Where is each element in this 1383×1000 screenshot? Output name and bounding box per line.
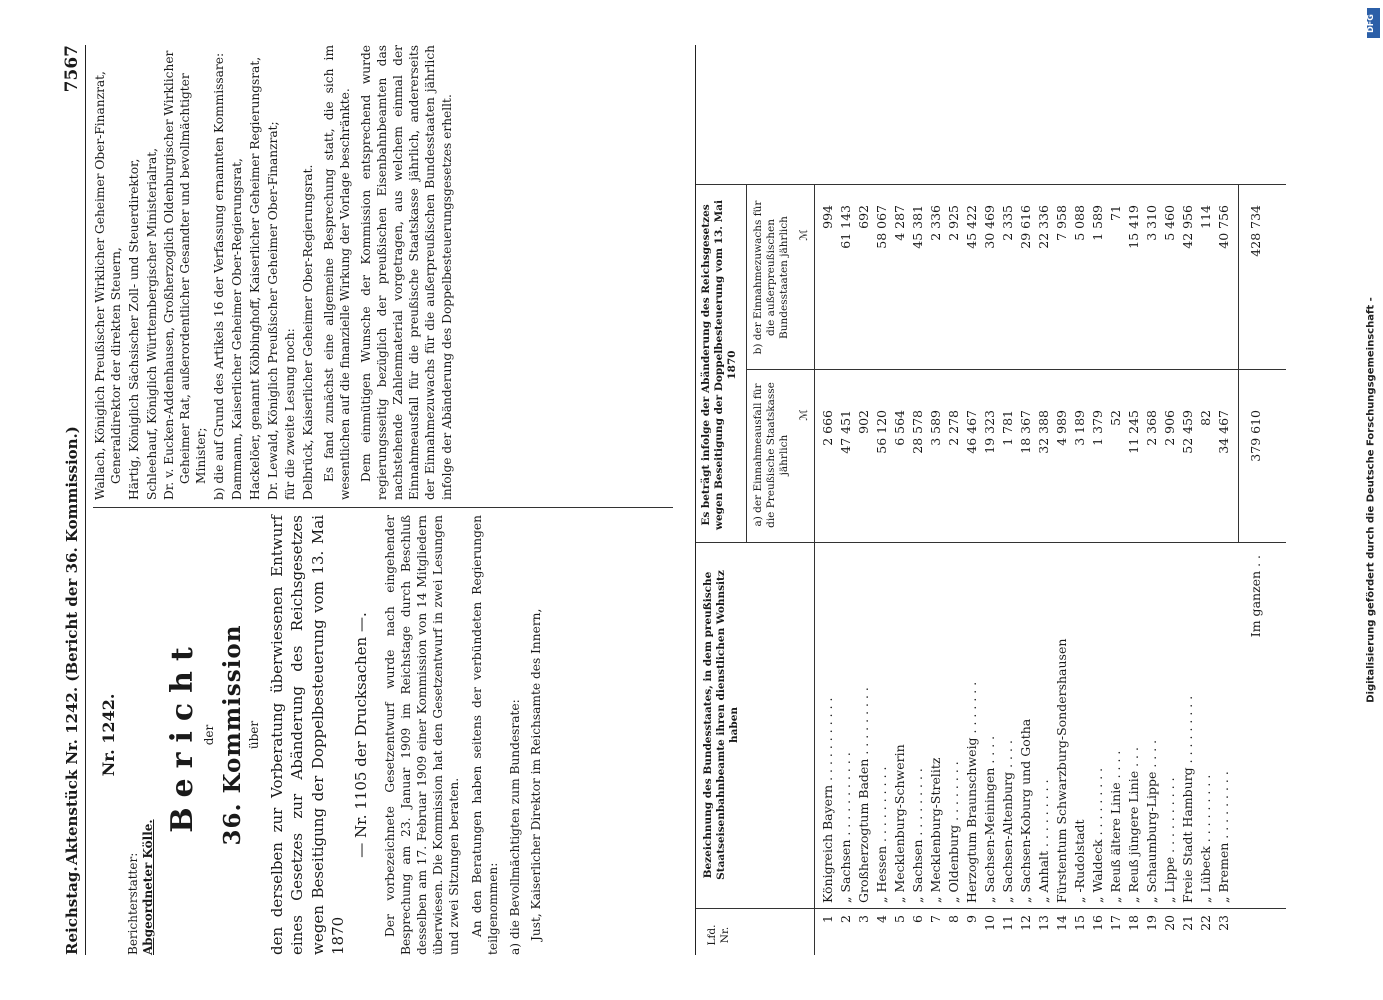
commissioner-item: Dammann, Kaiserlicher Geheimer Ober-Regierungsrat, xyxy=(229,158,244,500)
header-center: Aktenstück Nr. 1242. (Bericht der 36. Kommission.) xyxy=(63,426,81,865)
member-item: Härtig, Königlich Sächsischer Zoll- und Steuerdirektor, xyxy=(126,158,141,500)
table-row: 7 „ Mecklenburg-Strelitz 3 589 2 336 xyxy=(928,205,943,923)
table-row: 16 „ Waldeck . . . . . . . . . 1 379 1 589 xyxy=(1090,205,1105,931)
table-row: 3 Großherzogtum Baden . . . . . . . . . 902 692 xyxy=(856,205,871,923)
unit-a: ℳ xyxy=(798,409,810,421)
column-header-nr: Lfd. Nr. xyxy=(706,924,732,946)
table-row: 1 Königreich Bayern . . . . . . . . . . . 2 666 994 xyxy=(820,205,835,923)
table-row: 19 „ Schaumburg-Lippe . . . . 2 368 3 310 xyxy=(1144,205,1159,931)
column-header-b: b) der Einnahmezuwachs für die außerpreußischen Bundesstaaten jährlich xyxy=(752,200,791,355)
dfg-logo: DFG xyxy=(1367,8,1380,38)
unit-b: ℳ xyxy=(798,229,810,241)
right-column xyxy=(93,45,693,500)
report-title: Bericht xyxy=(164,637,200,833)
paragraph-1: Der vorbezeichnete Gesetzentwurf wurde nach eingehender Besprechung am 23. Januar 1909 im Reichstage durch Beschluß desselben am 17. Februar 1909 einer Kommission von 14 Mitgliedern überwiesen. Die Kommission hat den Gesetzentwurf in zwei Lesungen und zwei Sitzungen beraten. xyxy=(382,515,462,955)
report-subject: den derselben zur Vorberatung überwiesenen Entwurf eines Gesetzes zur Abänderung des Reichsgesetzes wegen Beseitigung der Doppelbesteuerung vom 13. Mai 1870 xyxy=(268,515,347,955)
table-row: 6 „ Sachsen . . . . . . . . . 28 578 45 381 xyxy=(910,205,925,923)
member-item: Schleehauf, Königlich Württembergischer Ministerialrat, xyxy=(144,147,159,500)
table-total-row xyxy=(1248,45,1266,955)
column-divider xyxy=(93,507,673,508)
table-row: 20 „ Lippe . . . . . . . . . . 2 906 5 460 xyxy=(1162,205,1177,931)
member-just: Just, Kaiserlicher Direktor im Reichsamte des Innern, xyxy=(529,608,544,941)
member-item: Wallach, Königlich Preußischer Wirklicher Geheimer Ober-Finanzrat, Generaldirektor der direkten Steuern, xyxy=(93,71,123,500)
table-row: 2 „ Sachsen . . . . . . . . . . . 47 451 61 143 xyxy=(838,205,853,923)
table-row: 10 „ Sachsen-Meiningen . . . . 19 323 30 469 xyxy=(982,205,997,931)
page-number: 7567 xyxy=(62,45,82,93)
commission-title: 36. Kommission xyxy=(218,624,246,846)
table-row: 17 „ Reuß ältere Linie . . . . 52 71 xyxy=(1108,205,1123,931)
table-row: 11 „ Sachsen-Altenburg . . . . 1 781 2 335 xyxy=(1000,205,1015,931)
reporter-block xyxy=(126,515,157,955)
table-row: 18 „ Reuß jüngere Linie . . . 11 245 15 419 xyxy=(1126,205,1141,931)
table-row: 21 Freie Stadt Hamburg . . . . . . . . . 52 459 42 956 xyxy=(1180,205,1195,931)
commissioner-item: Dr. Lewald, Königlich Preußischer Geheimer Ober-Finanzrat; xyxy=(265,121,280,500)
document-number: Nr. 1242. xyxy=(99,693,118,777)
column-header-a: a) der Einnahmeausfall für die Preußische Staatskasse jährlich xyxy=(752,382,791,528)
table-row: 8 „ Oldenburg . . . . . . . . 2 278 2 925 xyxy=(946,205,961,923)
table-row: 15 „ -Rudolstadt 3 189 5 088 xyxy=(1072,205,1087,931)
dfg-credit-text: Digitalisierung gefördert durch die Deutsche Forschungsgemeinschaft - xyxy=(1365,297,1377,703)
table-row: 22 „ Lübeck . . . . . . . . . 82 114 xyxy=(1198,205,1213,931)
table-row: 13 „ Anhalt . . . . . . . . . 32 388 22 336 xyxy=(1036,205,1051,931)
table-sum-rule xyxy=(1238,185,1239,543)
label-second-reading: für die zweite Lesung noch: xyxy=(283,328,298,500)
table-row: 4 „ Hessen . . . . . . . . . . 56 120 58 067 xyxy=(874,205,889,923)
drucksachen-ref: — Nr. 1105 der Drucksachen —. xyxy=(352,612,371,858)
data-table xyxy=(695,45,1296,955)
paragraph-discussion: Es fand zunächst eine allgemeine Besprechung statt, die sich im wesentlichen auf die finanzielle Wirkung der Vorlage beschränkte. xyxy=(322,45,353,500)
dfg-sidebar xyxy=(1359,0,1383,1000)
member-item: Dr. v. Eucken-Addenhausen, Großherzoglich Oldenburgischer Wirklicher Geheimer Rat, außerordentlicher Gesandter und bevollmächtigter Minister; xyxy=(162,50,209,500)
reporter-name: Abgeordneter Kölle. xyxy=(141,819,156,955)
commissioner-item: Hackelöer, genannt Köbbinghoff, Kaiserlicher Geheimer Regierungsrat, xyxy=(247,56,262,500)
total-b: 428 734 xyxy=(1248,205,1263,257)
report-der: der xyxy=(201,724,216,746)
running-header xyxy=(59,45,86,955)
header-left: Reichstag. xyxy=(63,866,81,955)
table-row: 23 „ Bremen . . . . . . . . . 34 467 40 756 xyxy=(1216,205,1231,931)
reporter-label: Berichterstatter: xyxy=(125,852,140,955)
paragraph-3: a) die Bevollmächtigten zum Bundesrate: xyxy=(508,699,523,955)
table-row: 9 Herzogtum Braunschweig . . . . . . . 46 467 45 422 xyxy=(964,205,979,923)
report-ueber: über xyxy=(247,720,262,750)
table-row: 5 „ Mecklenburg-Schwerin 6 564 4 287 xyxy=(892,205,907,923)
label-b: b) die auf Grund des Artikels 16 der Verfassung ernannten Kommissare: xyxy=(212,52,227,500)
column-header-name: Bezeichnung des Bundesstaates, in dem preußische Staatseisenbahnbeamte ihren dienstlichen Wohnsitz haben xyxy=(702,570,741,880)
table-hrule xyxy=(746,185,747,543)
table-row: 14 Fürstentum Schwarzburg-Sondershausen 4 989 7 958 xyxy=(1054,205,1069,931)
second-reading-member: Delbrück, Kaiserlicher Geheimer Ober-Regierungsrat. xyxy=(301,164,316,500)
total-a: 379 610 xyxy=(1248,410,1263,462)
rotated-sheet xyxy=(45,45,1345,955)
total-label: Im ganzen . . xyxy=(1248,555,1263,638)
paragraph-figures: Dem einmütigen Wunsche der Kommission entsprechend wurde regierungsseitig bezüglich der preußischen Eisenbahnbeamten das nachstehende Zahlenmaterial vorgetragen, aus welchem einmal der Einnahmeausfall für die preußische Staatskasse jährlich, andererseits der Einnahmezuwachs für die außerpreußischen Bundesstaaten jährlich infolge der Abänderung des Doppelbesteuerungsgesetzes erhellt. xyxy=(358,45,454,500)
table-hrule xyxy=(814,185,815,955)
paragraph-2: An den Beratungen haben seitens der verbündeten Regierungen teilgenommen: xyxy=(469,515,500,955)
column-header-group: Es beträgt infolge der Abänderung des Reichsgesetzes wegen Beseitigung der Doppelbesteuerung vom 13. Mai 1870 xyxy=(700,199,739,531)
table-row: 12 „ Sachsen-Koburg und Gotha 18 367 29 616 xyxy=(1018,205,1033,931)
left-column xyxy=(93,515,683,955)
